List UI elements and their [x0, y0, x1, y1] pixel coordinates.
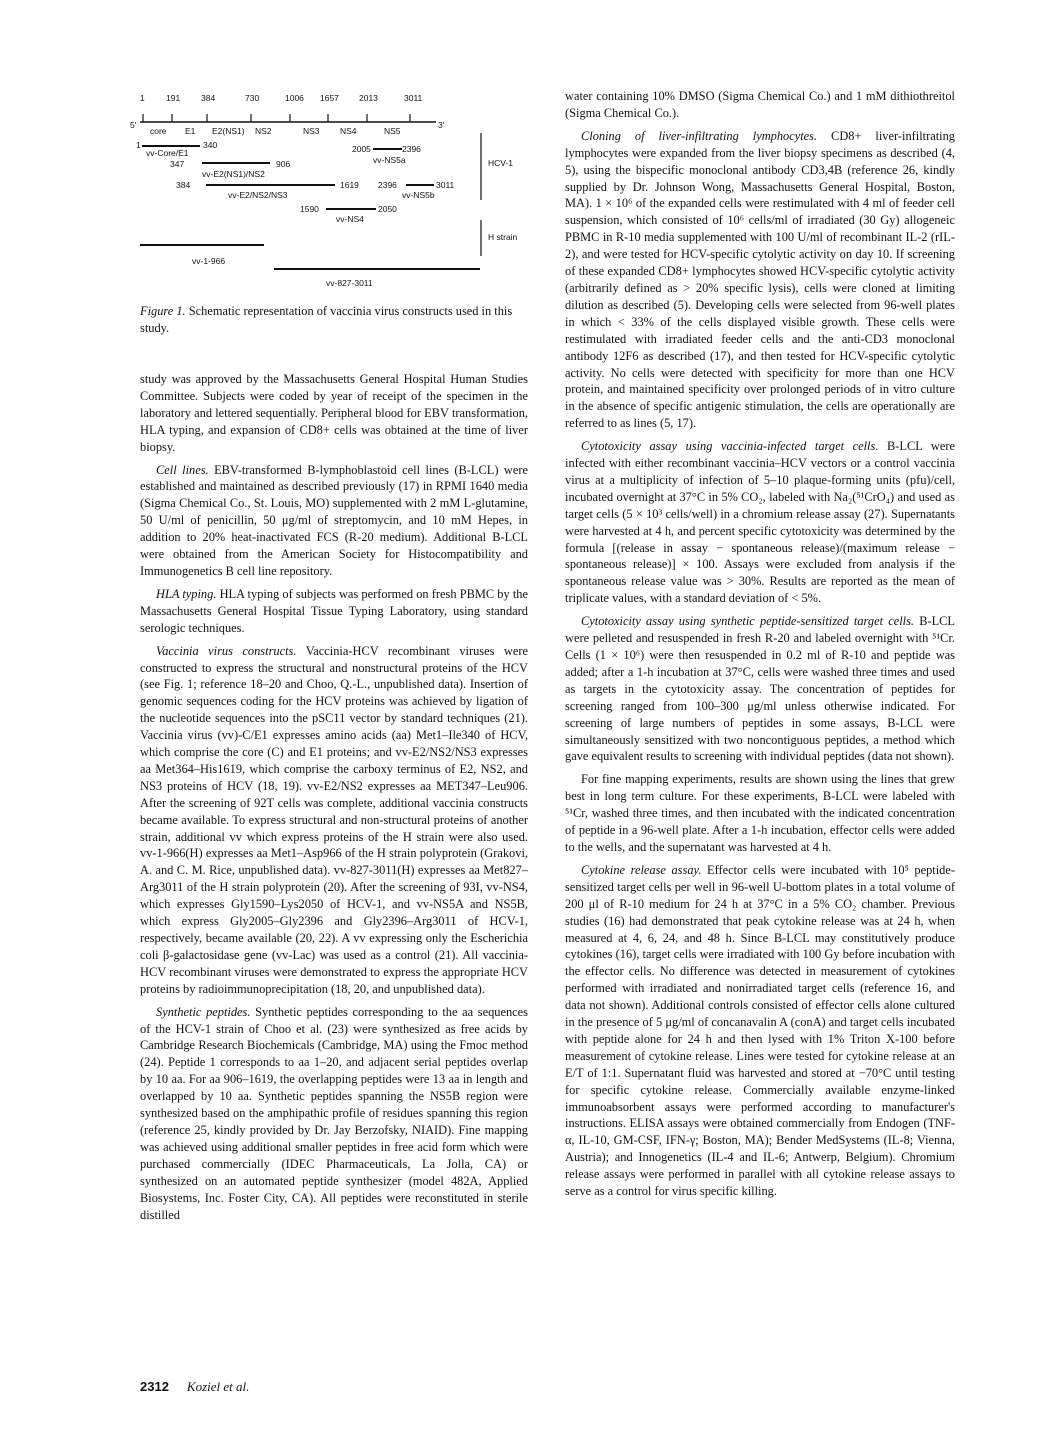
genome-ticks	[143, 114, 410, 122]
pos-label: 1657	[320, 93, 339, 103]
left-column	[140, 371, 528, 1229]
running-authors: Koziel et al.	[186, 1379, 250, 1394]
construct-end: 2396	[402, 144, 421, 154]
region-label: NS3	[303, 126, 320, 136]
page-footer	[140, 1379, 249, 1395]
section-heading: Cloning of liver-infiltrating lymphocytes.	[581, 128, 818, 143]
section-heading: Vaccinia virus constructs.	[156, 643, 297, 658]
construct-start: 1590	[300, 204, 319, 214]
pos-label: 384	[201, 93, 216, 103]
region-label: NS5	[384, 126, 401, 136]
region-label: E1	[185, 126, 196, 136]
region-label: NS4	[340, 126, 357, 136]
construct-end: 340	[203, 140, 218, 150]
construct-start: 1	[136, 140, 141, 150]
section-heading: Synthetic peptides.	[156, 1004, 251, 1019]
paragraph: Cloning of liver-infiltrating lymphocytes. CD8+ liver-infiltrating lymphocytes were expanded from the liver biopsy specimens as described (4, 5), using the bispecific monoclonal antibody CD3,4B (reference 26, kindly supplied by Dr. Johnson Wong, Massachusetts General Hospital, Boston, MA). 1 × 10⁶ of the expanded cells were restimulated with 4 ml of feeder cell suspension, which consisted of 10⁶ cells/ml of irradiated (30 Gy) allogeneic PBMC in R-10 media supplemented with 100 U/ml of recombinant IL-2 (rIL-2), and were tested for HCV-specific cytolytic activity on day 10. If screening of these expanded CD8+ lymphocytes showed HCV-specific cytolytic activity (arbitrarily defined as > 20% specific lysis), cells were cloned at limiting dilution as described (5). Developing cells were selected from 96-well plates in which < 33% of the cells displayed visible growth. These cells were restimulated with irradiated feeder cells and the anti-CD3 monoclonal antibody 12F6 as described (17), and then tested for HCV-specific cytolytic activity. No cells were detected with specificity for more than one HCV protein, and maintained specificity over prolonged periods of in vitro culture in the absence of specific antigenic stimulation, the cells are operationally are referred to as lines (5, 17).	[565, 128, 955, 431]
figure-1-diagram	[130, 88, 528, 298]
page-number: 2312	[140, 1379, 169, 1394]
paragraph: Cytotoxicity assay using synthetic peptide-sensitized target cells. B-LCL were pelleted and resuspended in fresh R-20 and labeled overnight with ⁵¹Cr. Cells (1 × 10⁶) were then resuspended in 0.2 ml of R-10 and peptide was added; after a 1-h incubation at 37°C, cells were washed three times and used as targets in the cytotoxicity assay. The concentration of peptides for screening ranged from 100–300 μg/ml unless otherwise indicated. For screening of large numbers of peptides in some assays, B-LCL were simultaneously sensitized with two noncontiguous peptides, a method which gave equivalent results to screening with individual peptides (data not shown).	[565, 614, 955, 764]
construct-start: 2396	[378, 180, 397, 190]
section-heading: HLA typing.	[156, 586, 217, 601]
construct-start: 384	[176, 180, 191, 190]
pos-label: 1	[140, 93, 145, 103]
construct-label: vv-827-3011	[326, 278, 373, 288]
pos-label: 3011	[404, 93, 423, 103]
three-prime-label: 3'	[438, 120, 445, 130]
construct-end: 1619	[340, 180, 359, 190]
region-label: E2(NS1)	[212, 126, 245, 136]
construct-start: 2005	[352, 144, 371, 154]
paragraph: Cytotoxicity assay using vaccinia-infected target cells. B-LCL were infected with either recombinant vaccinia–HCV vectors or a control vaccinia virus at a multiplicity of infection of 5–10 plaque-forming units (pfu)/cell, incubated overnight at 37°C in 5% CO₂, labeled with Na₂(⁵¹CrO₄) and used as target cells (5 × 10³ cells/well) in a chromium release assay (27). Supernatants were harvested at 4 h, and percent specific cytotoxicity was determined by the formula [(release in assay − spontaneous release)/(maximum release − spontaneous release)] × 100. Assays were excluded from analysis if the spontaneous release value was > 30%. Results are reported as the mean of triplicate values, with a standard deviation of < 5%.	[565, 439, 955, 606]
construct-label: vv-E2(NS1)/NS2	[202, 169, 265, 179]
paragraph: water containing 10% DMSO (Sigma Chemical Co.) and 1 mM dithiothreitol (Sigma Chemical Co.).	[565, 89, 955, 120]
paragraph: Vaccinia virus constructs. Vaccinia-HCV recombinant viruses were constructed to express the structural and nonstructural proteins of the HCV (see Fig. 1; reference 18–20 and Choo, Q.-L., unpublished data). Insertion of genomic sequences coding for the HCV proteins was achieved by ligation of the nucleotide sequences into the pSC11 vector by standard techniques (21). Vaccinia virus (vv)-C/E1 expresses amino acids (aa) Met1–Ile340 of HCV, which comprise the core (C) and E1 proteins; and vv-E2/NS2/NS3 expresses aa Met364–His1619, which comprise the carboxy terminus of E2, NS2, and NS3 proteins of HCV (18, 19). vv-E2/NS2 expresses aa MET347–Leu906. After the screening of 92T cells was complete, additional vaccinia constructs became available. To express structural and non-structural proteins of another strain, additional vv which express proteins of the H strain were also used. vv-1-966(H) expresses aa Met1–Asp966 of the H strain polyprotein (Grakovi, A. and C. M. Rice, unpublished data). vv-827-3011(H) expresses aa Met827–Arg3011 of the H strain polyprotein (20). After the screening of 93I, vv-NS4, which expresses Gly1590–Lys2050 of HCV-1, and vv-NS5A and NS5B, which express Gly2005–Gly2396 and Gly2396–Arg3011 of HCV-1, respectively, became available (20, 22). A vv expressing only the Escherichia coli β-galactosidase gene (vv-Lac) was used as a control (21). All vaccinia-HCV recombinant viruses were demonstrated to express the appropriate HCV proteins by radioimmunoprecipitation (18, 20, and unpublished data).	[140, 643, 528, 996]
pos-label: 2013	[359, 93, 378, 103]
construct-label: vv-NS5a	[373, 155, 406, 165]
five-prime-label: 5'	[130, 120, 137, 130]
strain-label-h: H strain	[488, 232, 518, 242]
construct-end: 906	[276, 159, 291, 169]
section-heading: Cell lines.	[156, 462, 209, 477]
caption-label: Figure 1.	[140, 304, 186, 318]
construct-end: 3011	[436, 180, 455, 190]
pos-label: 1006	[285, 93, 304, 103]
pos-label: 730	[245, 93, 260, 103]
construct-end: 2050	[378, 204, 397, 214]
figure-caption	[140, 303, 528, 337]
right-column	[565, 88, 955, 1206]
paragraph: Cell lines. EBV-transformed B-lymphoblastoid cell lines (B-LCL) were established and maintained as described previously (17) in RPMI 1640 media (Sigma Chemical Co., St. Louis, MO) supplemented with 2 mM L-glutamine, 50 U/ml of penicillin, 50 μg/ml of streptomycin, and 10 mM Hepes, in addition to 20% heat-inactivated FCS (R-20 medium). Additional B-LCL were obtained from the American Society for Histocompatibility and Immunogenetics B cell line repository.	[140, 462, 528, 578]
pos-label: 191	[166, 93, 181, 103]
construct-start: 347	[170, 159, 185, 169]
section-heading: Cytokine release assay.	[581, 862, 702, 877]
section-heading: Cytotoxicity assay using synthetic peptide-sensitized target cells.	[581, 614, 915, 629]
paragraph: HLA typing. HLA typing of subjects was performed on fresh PBMC by the Massachusetts General Hospital Tissue Typing Laboratory, using standard serologic techniques.	[140, 586, 528, 635]
paragraph: Synthetic peptides. Synthetic peptides corresponding to the aa sequences of the HCV-1 strain of Choo et al. (23) were synthesized as free acids by Cambridge Research Biochemicals (Cambridge, MA) using the Fmoc method (24). Peptide 1 corresponds to aa 1–20, and adjacent serial peptides overlap by 10 aa. For aa 906–1619, the overlapping peptides were 13 aa in length and overlapped by 10 aa. Synthetic peptides spanning the NS5B region were synthesized based on the amphipathic profile of residues spanning this region (reference 25, kindly provided by Dr. Jay Berzofsky, NIAID). Fine mapping was achieved using additional smaller peptides in free acid form which were purchased commercially (IDEC Pharmaceuticals, La Jolla, CA) or synthesized on an automated peptide synthesizer (model 482A, Applied Biosystems, Inc. Foster City, CA). All peptides were reconstituted in sterile distilled	[140, 1004, 528, 1222]
paragraph: Cytokine release assay. Effector cells were incubated with 10⁵ peptide-sensitized target cells per well in 96-well U-bottom plates in a total volume of 200 μl of R-10 medium for 24 h at 37°C in a 5% CO₂ chamber. Previous studies (16) had demonstrated that peak cytokine release was at 24 h, when measured at 4, 6, 24, and 48 h. Since B-LCL may constitutively produce cytokines (16), target cells were irradiated with 100 Gy before incubation with the effector cells. No difference was detected in measurement of cytokines performed with irradiated and nonirradiated target cells (reference 16, and data not shown). Additional controls consisted of effector cells alone cultured in the presence of 5 μg/ml of concanavalin A (conA) and target cells incubated with peptide alone for 24 h and then lysed with 1% Triton X-100 before measurement of cytokine release. Lines were tested for cytokine release at an E/T of 1:1. Supernatant fluid was harvested and stored at −70°C until testing for specific cytokine release. Commercially available enzyme-linked immunoabsorbent assays were performed according to manufacturer's instructions. ELISA assays were obtained commercially from Endogen (TNF-α, IL-10, GM-CSF, IFN-γ; Boston, MA); Bender MedSystems (IL-8; Vienna, Austria); and Innogenetics (IL-4 and IL-6; Antwerp, Belgium). Chromium release assays were performed in parallel with all cytokine release assays to serve as a control for virus specific killing.	[565, 862, 955, 1199]
construct-label: vv-1-966	[192, 256, 226, 266]
section-heading: Cytotoxicity assay using vaccinia-infected target cells.	[581, 439, 879, 454]
region-label: core	[150, 126, 167, 136]
paragraph: study was approved by the Massachusetts General Hospital Human Studies Committee. Subjects were coded by year of receipt of the specimen in the laboratory and lettered sequentially. Peripheral blood for EBV transformation, HLA typing, and expansion of CD8+ cells was obtained at the time of liver biopsy.	[140, 372, 528, 454]
paragraph: For fine mapping experiments, results are shown using the lines that grew best in long term culture. For these experiments, B-LCL were labeled with ⁵¹Cr, washed three times, and then incubated with the indicated concentration of peptide in a 96-well plate. After a 1-h incubation, effector cells were added to the wells, and the supernatant was harvested at 4 h.	[565, 772, 955, 854]
construct-label: vv-NS4	[336, 214, 364, 224]
construct-label: vv-E2/NS2/NS3	[228, 190, 288, 200]
construct-label: vv-Core/E1	[146, 148, 189, 158]
region-label: NS2	[255, 126, 272, 136]
caption-text: Schematic representation of vaccinia virus constructs used in this study.	[140, 304, 513, 335]
construct-label: vv-NS5b	[402, 190, 435, 200]
strain-label-hcv1: HCV-1	[488, 158, 514, 168]
